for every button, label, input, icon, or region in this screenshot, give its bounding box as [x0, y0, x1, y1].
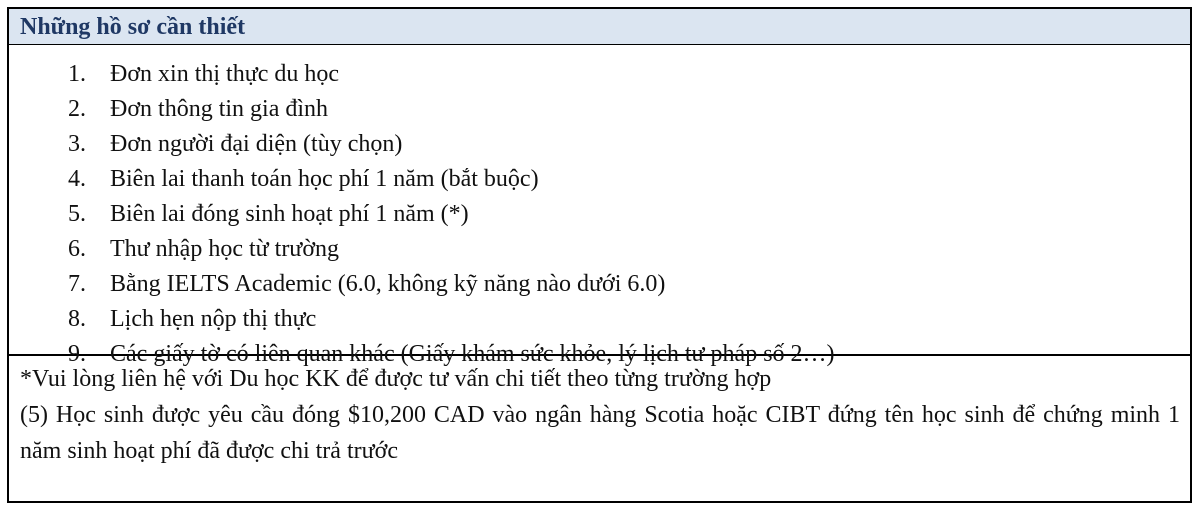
item-text: Đơn xin thị thực du học — [110, 61, 340, 87]
table-title: Những hồ sơ cần thiết — [9, 9, 1190, 45]
item-number: 1. — [68, 61, 86, 87]
item-number: 5. — [68, 201, 86, 227]
list-item — [9, 267, 1190, 302]
item-text: Các giấy tờ có liên quan khác (Giấy khám sức khỏe, lý lịch tư pháp số 2…) — [110, 341, 835, 367]
list-item — [9, 92, 1190, 127]
item-number: 6. — [68, 236, 86, 262]
list-item — [9, 197, 1190, 232]
list-item — [9, 162, 1190, 197]
documents-list — [9, 57, 1190, 372]
item-number: 2. — [68, 96, 86, 122]
list-item — [9, 232, 1190, 267]
contact-note: *Vui lòng liên hệ với Du học KK để được tư vấn chi tiết theo từng trường hợp — [20, 366, 772, 392]
item-number: 4. — [68, 166, 86, 192]
item-text: Đơn người đại diện (tùy chọn) — [110, 131, 403, 157]
notes-section — [9, 356, 1190, 469]
deposit-note: (5) Học sinh được yêu cầu đóng $10,200 CAD vào ngân hàng Scotia hoặc CIBT đứng tên học sinh để chứng minh 1 năm sinh hoạt phí đã được chi trả trước — [20, 402, 1180, 464]
item-text: Lịch hẹn nộp thị thực — [110, 306, 317, 332]
list-item — [9, 127, 1190, 162]
item-number: 9. — [68, 341, 86, 367]
item-text: Thư nhập học từ trường — [110, 236, 340, 262]
item-text: Bằng IELTS Academic (6.0, không kỹ năng nào dưới 6.0) — [110, 271, 666, 297]
item-text: Biên lai thanh toán học phí 1 năm (bắt buộc) — [110, 166, 539, 192]
item-number: 8. — [68, 306, 86, 332]
item-text: Đơn thông tin gia đình — [110, 96, 329, 122]
required-documents-table — [7, 7, 1192, 503]
list-item — [9, 57, 1190, 92]
documents-list-section — [9, 45, 1190, 367]
item-number: 7. — [68, 271, 86, 297]
list-item — [9, 302, 1190, 337]
item-number: 3. — [68, 131, 86, 157]
item-text: Biên lai đóng sinh hoạt phí 1 năm (*) — [110, 201, 469, 227]
